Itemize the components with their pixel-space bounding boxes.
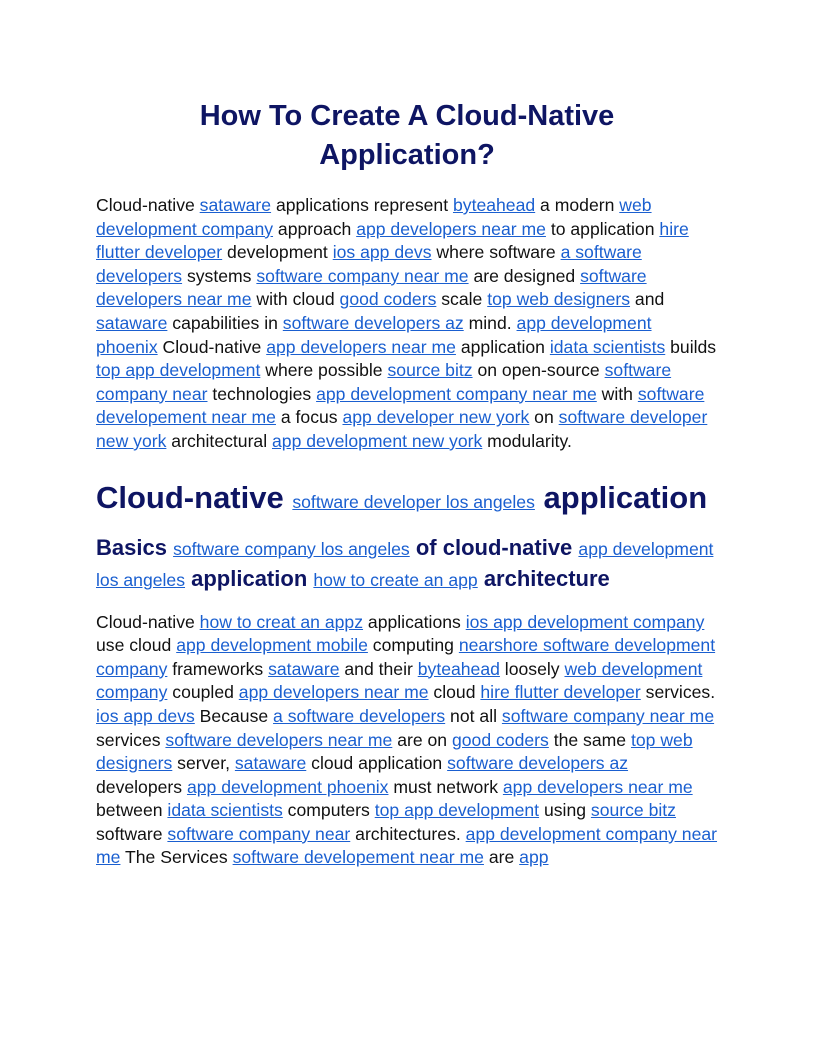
inline-link[interactable]: app development los angeles bbox=[96, 538, 714, 590]
text-run: server, bbox=[172, 753, 235, 774]
inline-link[interactable]: app development company near me bbox=[316, 383, 597, 404]
text-run: a focus bbox=[275, 407, 343, 428]
text-run: services. bbox=[640, 682, 716, 703]
inline-link[interactable]: source bitz bbox=[387, 360, 473, 381]
text-run: cloud application bbox=[306, 753, 448, 774]
text-run: application bbox=[185, 565, 314, 591]
text-run: use cloud bbox=[96, 635, 177, 656]
text-run: Cloud-native bbox=[157, 336, 267, 357]
text-run: Basics bbox=[96, 534, 174, 560]
text-run: systems bbox=[182, 265, 257, 286]
inline-link[interactable]: source bitz bbox=[590, 800, 676, 821]
text-run: are designed bbox=[468, 265, 581, 286]
inline-link[interactable]: software developers near me bbox=[165, 729, 393, 750]
inline-link[interactable]: top web designers bbox=[487, 289, 631, 310]
inline-link[interactable]: web development company bbox=[96, 195, 652, 239]
inline-link[interactable]: how to create an app bbox=[313, 569, 478, 590]
text-run: architectures. bbox=[350, 823, 466, 844]
text-run: application bbox=[534, 479, 708, 515]
text-run: with bbox=[596, 383, 638, 404]
inline-link[interactable]: top app development bbox=[374, 800, 540, 821]
inline-link[interactable]: app developers near me bbox=[238, 682, 429, 703]
inline-link[interactable]: byteahead bbox=[452, 195, 536, 215]
text-run: The Services bbox=[120, 847, 233, 868]
text-run: technologies bbox=[207, 383, 317, 404]
text-run: on bbox=[529, 407, 559, 428]
text-run: of cloud-native bbox=[409, 534, 579, 560]
text-run: are bbox=[483, 847, 520, 868]
text-run: a modern bbox=[535, 195, 620, 215]
text-run: the same bbox=[548, 729, 631, 750]
text-run: and bbox=[630, 289, 665, 310]
text-run: are on bbox=[392, 729, 452, 750]
inline-link[interactable]: byteahead bbox=[417, 658, 500, 679]
inline-link[interactable]: ios app devs bbox=[332, 242, 432, 263]
inline-link[interactable]: ios app devs bbox=[96, 705, 195, 726]
text-run: capabilities in bbox=[167, 312, 283, 333]
text-run: modularity. bbox=[482, 430, 572, 451]
inline-link[interactable]: app developer new york bbox=[342, 407, 530, 428]
text-run: Cloud-native bbox=[96, 611, 200, 632]
inline-link[interactable]: nearshore software development company bbox=[96, 635, 716, 679]
text-run: loosely bbox=[499, 658, 565, 679]
inline-link[interactable]: software company los angeles bbox=[173, 538, 410, 559]
text-run: using bbox=[539, 800, 591, 821]
inline-link[interactable]: app development company near me bbox=[96, 823, 718, 868]
inline-link[interactable]: software developement near me bbox=[96, 383, 705, 428]
inline-link[interactable]: software developers near me bbox=[96, 265, 647, 310]
text-run: applications bbox=[363, 611, 466, 632]
text-run: frameworks bbox=[167, 658, 269, 679]
text-run: computers bbox=[282, 800, 375, 821]
inline-link[interactable]: a software developers bbox=[273, 705, 446, 726]
inline-link[interactable]: top app development bbox=[96, 360, 261, 381]
inline-link[interactable]: app development mobile bbox=[176, 635, 368, 656]
inline-link[interactable]: software developer los angeles bbox=[292, 491, 535, 512]
inline-link[interactable]: software company near me bbox=[256, 265, 469, 286]
inline-link[interactable]: app developers near me bbox=[356, 218, 546, 239]
text-run: and their bbox=[339, 658, 418, 679]
inline-link[interactable]: idata scientists bbox=[167, 800, 283, 821]
text-run: Cloud-native bbox=[96, 479, 293, 515]
text-run: applications represent bbox=[271, 195, 453, 215]
text-run: must network bbox=[388, 776, 503, 797]
subsection-heading bbox=[96, 533, 718, 595]
inline-link[interactable]: good coders bbox=[451, 729, 549, 750]
text-run: coupled bbox=[167, 682, 239, 703]
inline-link[interactable]: app development new york bbox=[272, 430, 483, 451]
inline-link[interactable]: sataware bbox=[268, 658, 340, 679]
text-run: scale bbox=[436, 289, 488, 310]
inline-link[interactable]: a software developers bbox=[96, 242, 642, 286]
section-heading bbox=[96, 476, 718, 524]
text-run: development bbox=[222, 242, 333, 263]
basics-paragraph bbox=[96, 611, 718, 871]
text-run: with cloud bbox=[251, 289, 340, 310]
inline-link[interactable]: idata scientists bbox=[549, 336, 666, 357]
inline-link[interactable]: ios app development company bbox=[465, 611, 705, 632]
text-run: where possible bbox=[260, 360, 388, 381]
text-run: where software bbox=[431, 242, 561, 263]
text-run: services bbox=[96, 729, 166, 750]
text-run: builds bbox=[665, 336, 717, 357]
inline-link[interactable]: top web designers bbox=[96, 729, 693, 774]
text-run: Because bbox=[194, 705, 274, 726]
inline-link[interactable]: app development phoenix bbox=[96, 312, 652, 357]
text-run: not all bbox=[445, 705, 502, 726]
inline-link[interactable]: sataware bbox=[96, 312, 168, 333]
text-run: application bbox=[455, 336, 550, 357]
inline-link[interactable]: software company near me bbox=[501, 705, 715, 726]
text-run: architecture bbox=[477, 565, 610, 591]
inline-link[interactable]: hire flutter developer bbox=[96, 218, 689, 263]
inline-link[interactable]: how to creat an appz bbox=[199, 611, 364, 632]
inline-link[interactable]: software company near bbox=[96, 360, 672, 404]
text-run: approach bbox=[273, 218, 357, 239]
inline-link[interactable]: hire flutter developer bbox=[480, 682, 641, 703]
inline-link[interactable]: sataware bbox=[234, 753, 307, 774]
inline-link[interactable]: sataware bbox=[199, 195, 272, 215]
text-run: developers bbox=[96, 776, 187, 797]
intro-paragraph bbox=[96, 194, 718, 454]
inline-link[interactable]: app development phoenix bbox=[186, 776, 389, 797]
text-run: Cloud-native bbox=[96, 195, 200, 215]
inline-link[interactable]: app developers near me bbox=[502, 776, 693, 797]
inline-link[interactable]: software company near bbox=[167, 823, 351, 844]
text-run: computing bbox=[367, 635, 459, 656]
text-run: mind. bbox=[463, 312, 517, 333]
inline-link[interactable]: software developers az bbox=[282, 312, 464, 333]
inline-link[interactable]: software developement near me bbox=[232, 847, 484, 868]
inline-link[interactable]: app bbox=[519, 847, 549, 868]
text-run: architectural bbox=[166, 430, 273, 451]
text-run: between bbox=[96, 800, 168, 821]
text-run: to application bbox=[545, 218, 660, 239]
inline-link[interactable]: good coders bbox=[339, 289, 437, 310]
text-run: on open-source bbox=[472, 360, 605, 381]
text-run: software bbox=[96, 823, 168, 844]
inline-link[interactable]: web development company bbox=[96, 658, 703, 703]
inline-link[interactable]: software developer new york bbox=[96, 407, 708, 451]
text-run: cloud bbox=[428, 682, 481, 703]
inline-link[interactable]: app developers near me bbox=[266, 336, 456, 357]
inline-link[interactable]: software developers az bbox=[447, 753, 629, 774]
page-title: How To Create A Cloud-Native Application? bbox=[199, 100, 615, 171]
